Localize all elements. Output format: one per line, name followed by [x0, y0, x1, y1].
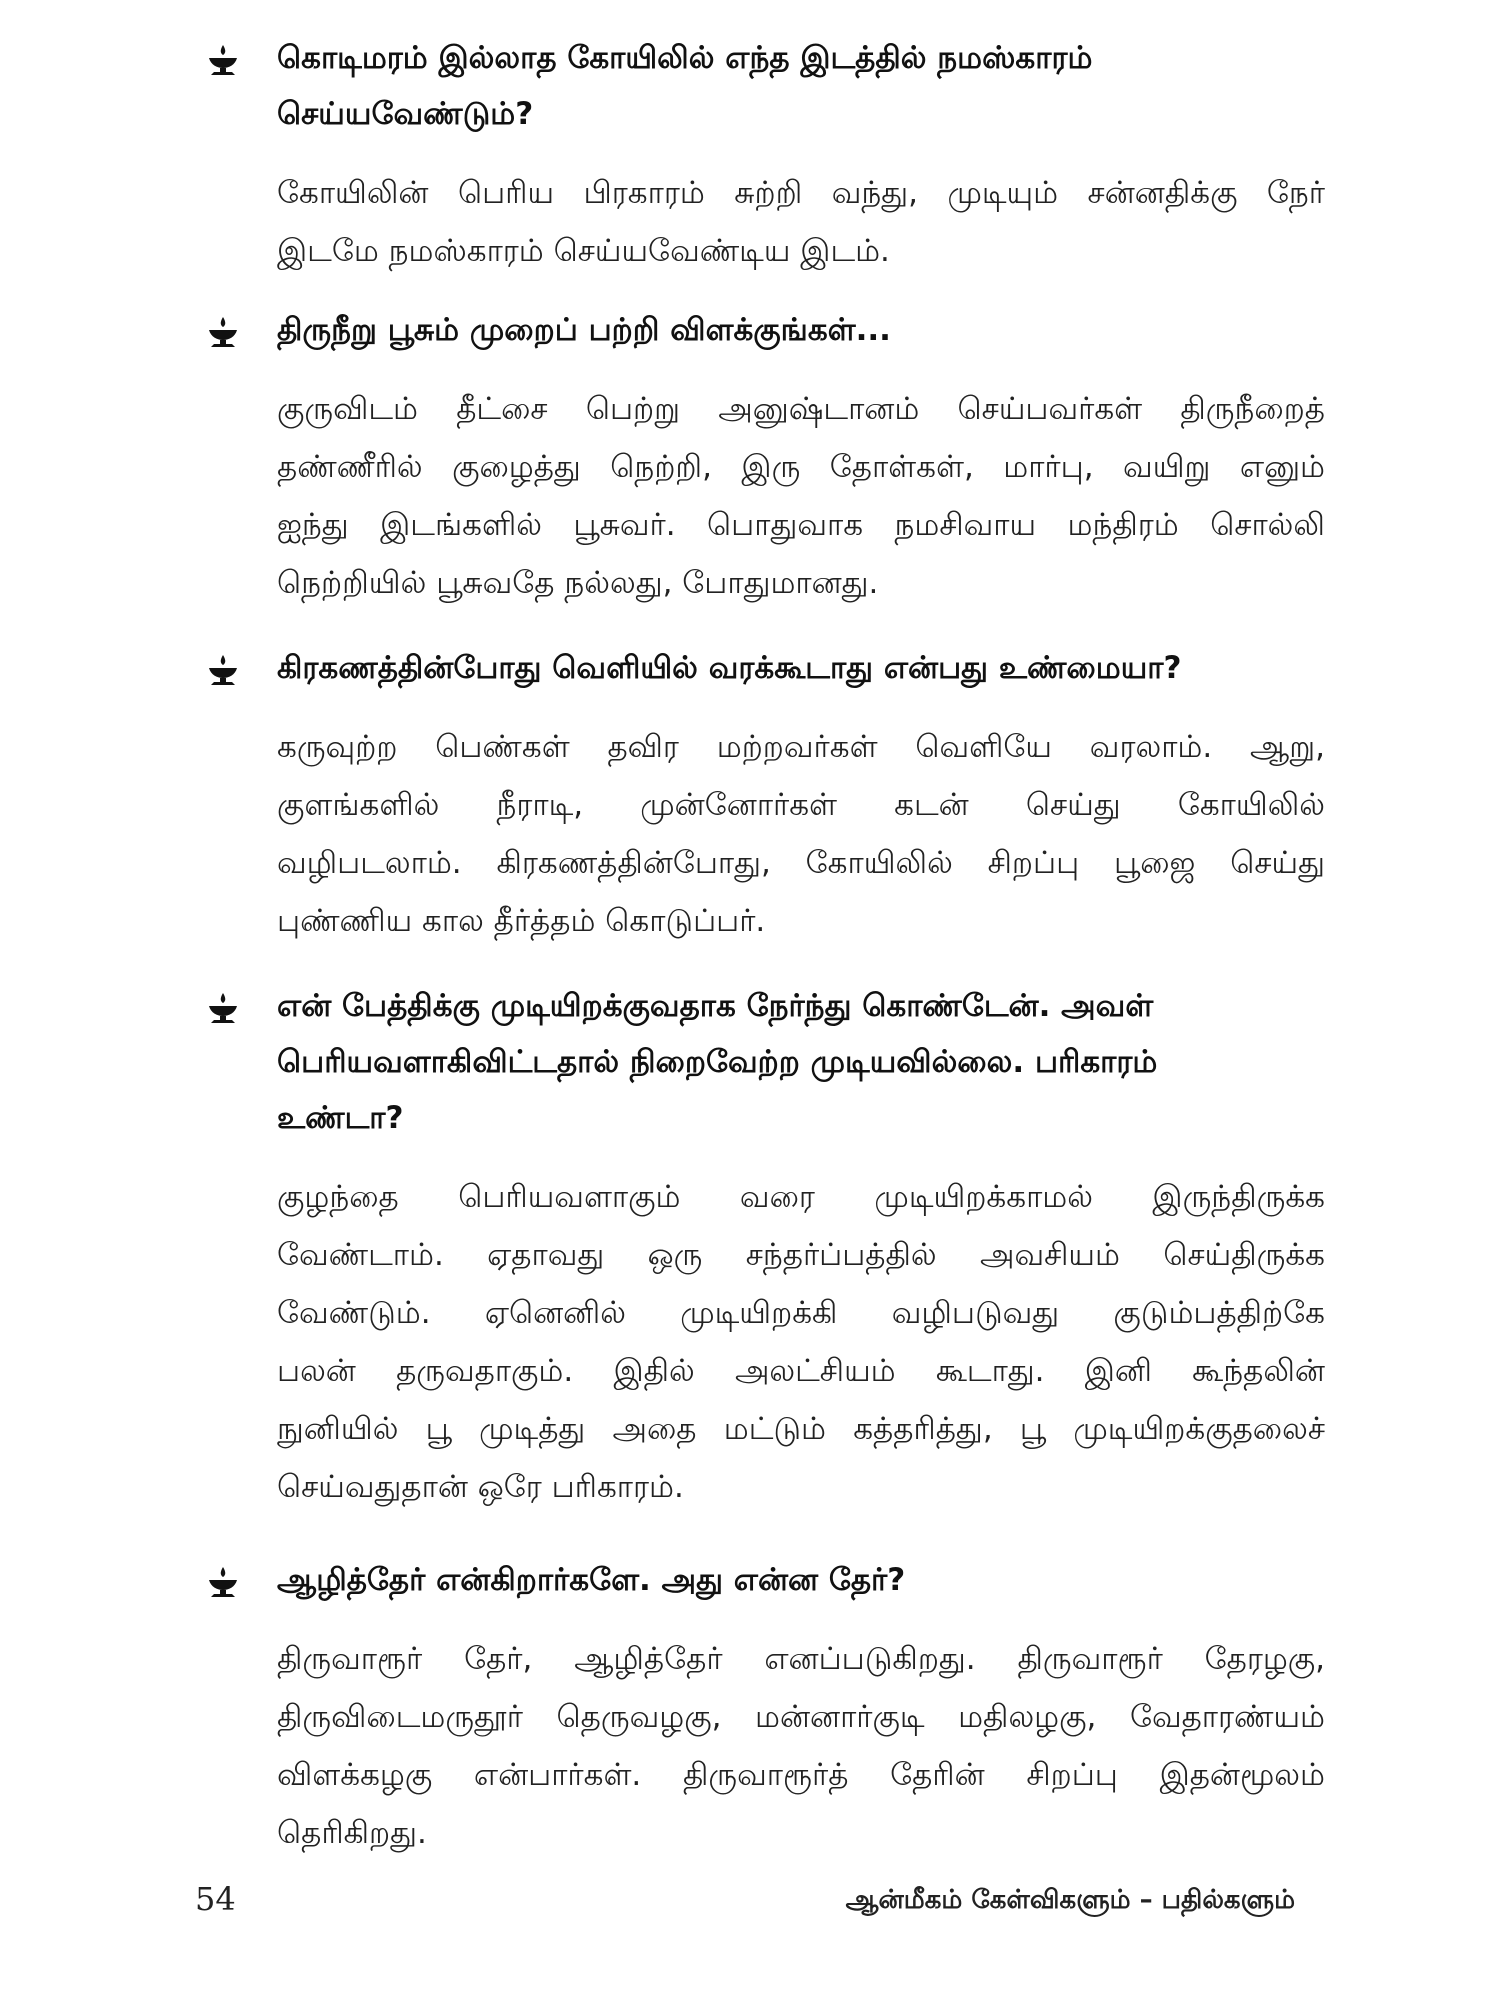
question [195, 978, 1325, 1146]
answer-line: திருவாரூர் தேர், ஆழித்தேர் எனப்படுகிறது. திருவாரூர் தேரழகு, [277, 1641, 1325, 1677]
oil-lamp-icon [205, 654, 241, 688]
oil-lamp-icon [205, 316, 241, 350]
oil-lamp-icon [205, 44, 241, 78]
answer-line: தெரிகிறது. [277, 1815, 427, 1851]
answer [195, 164, 1325, 280]
answer-line: பலன் தருவதாகும். இதில் அலட்சியம் கூடாது. இனி கூந்தலின் [277, 1353, 1325, 1389]
answer-line: தண்ணீரில் குழைத்து நெற்றி, இரு தோள்கள், மார்பு, வயிறு எனும் [277, 449, 1325, 485]
answer-line: நுனியில் பூ முடித்து அதை மட்டும் கத்தரித்து, பூ முடியிறக்குதலைச் [277, 1411, 1325, 1447]
question-line: என் பேத்திக்கு முடியிறக்குவதாக நேர்ந்து கொண்டேன். அவள் [277, 988, 1154, 1024]
answer-line: கருவுற்ற பெண்கள் தவிர மற்றவர்கள் வெளியே வரலாம். ஆறு, [277, 729, 1325, 765]
answer [195, 380, 1325, 612]
question [195, 640, 1325, 696]
answer-line: செய்வதுதான் ஒரே பரிகாரம். [277, 1469, 684, 1505]
question [195, 302, 1325, 358]
answer-line: புண்ணிய கால தீர்த்தம் கொடுப்பர். [277, 903, 766, 939]
question-line: உண்டா? [277, 1100, 404, 1136]
question-line: திருநீறு பூசும் முறைப் பற்றி விளக்குங்கள்... [277, 312, 891, 348]
page-number: 54 [195, 1880, 236, 1918]
answer-line: குருவிடம் தீட்சை பெற்று அனுஷ்டானம் செய்பவர்கள் திருநீறைத் [277, 391, 1325, 427]
answer-line: வேண்டாம். ஏதாவது ஒரு சந்தர்ப்பத்தில் அவசியம் செய்திருக்க [277, 1237, 1325, 1273]
answer [195, 1630, 1325, 1862]
qa-block [195, 978, 1325, 1516]
answer [195, 718, 1325, 950]
answer-line: ஐந்து இடங்களில் பூசுவர். பொதுவாக நமசிவாய மந்திரம் சொல்லி [277, 507, 1325, 543]
answer-line: கோயிலின் பெரிய பிரகாரம் சுற்றி வந்து, முடியும் சன்னதிக்கு நேர் [277, 175, 1325, 211]
question-line: ஆழித்தேர் என்கிறார்களே. அது என்ன தேர்? [277, 1562, 906, 1598]
running-title: ஆன்மீகம் கேள்விகளும் – பதில்களும் [845, 1885, 1295, 1915]
oil-lamp-icon [205, 1566, 241, 1600]
answer-line: நெற்றியில் பூசுவதே நல்லது, போதுமானது. [277, 565, 879, 601]
qa-block [195, 1552, 1325, 1862]
question-line: செய்யவேண்டும்? [277, 96, 534, 132]
answer [195, 1168, 1325, 1516]
answer-line: குளங்களில் நீராடி, முன்னோர்கள் கடன் செய்து கோயிலில் [277, 787, 1325, 823]
answer-line: குழந்தை பெரியவளாகும் வரை முடியிறக்காமல் இருந்திருக்க [277, 1179, 1325, 1215]
qa-block [195, 302, 1325, 612]
answer-line: வழிபடலாம். கிரகணத்தின்போது, கோயிலில் சிறப்பு பூஜை செய்து [277, 845, 1325, 881]
qa-block [195, 640, 1325, 950]
question-line: கிரகணத்தின்போது வெளியில் வரக்கூடாது என்பது உண்மையா? [277, 650, 1182, 686]
answer-line: இடமே நமஸ்காரம் செய்யவேண்டிய இடம். [277, 233, 890, 269]
answer-line: வேண்டும். ஏனெனில் முடியிறக்கி வழிபடுவது குடும்பத்திற்கே [277, 1295, 1325, 1331]
answer-line: திருவிடைமருதூர் தெருவழகு, மன்னார்குடி மதிலழகு, வேதாரண்யம் [277, 1699, 1325, 1735]
answer-line: விளக்கழகு என்பார்கள். திருவாரூர்த் தேரின் சிறப்பு இதன்மூலம் [277, 1757, 1325, 1793]
question-line: பெரியவளாகிவிட்டதால் நிறைவேற்ற முடியவில்லை. பரிகாரம் [277, 1044, 1158, 1080]
question [195, 30, 1325, 142]
oil-lamp-icon [205, 992, 241, 1026]
qa-block [195, 30, 1325, 280]
question-line: கொடிமரம் இல்லாத கோயிலில் எந்த இடத்தில் நமஸ்காரம் [277, 40, 1093, 76]
question [195, 1552, 1325, 1608]
